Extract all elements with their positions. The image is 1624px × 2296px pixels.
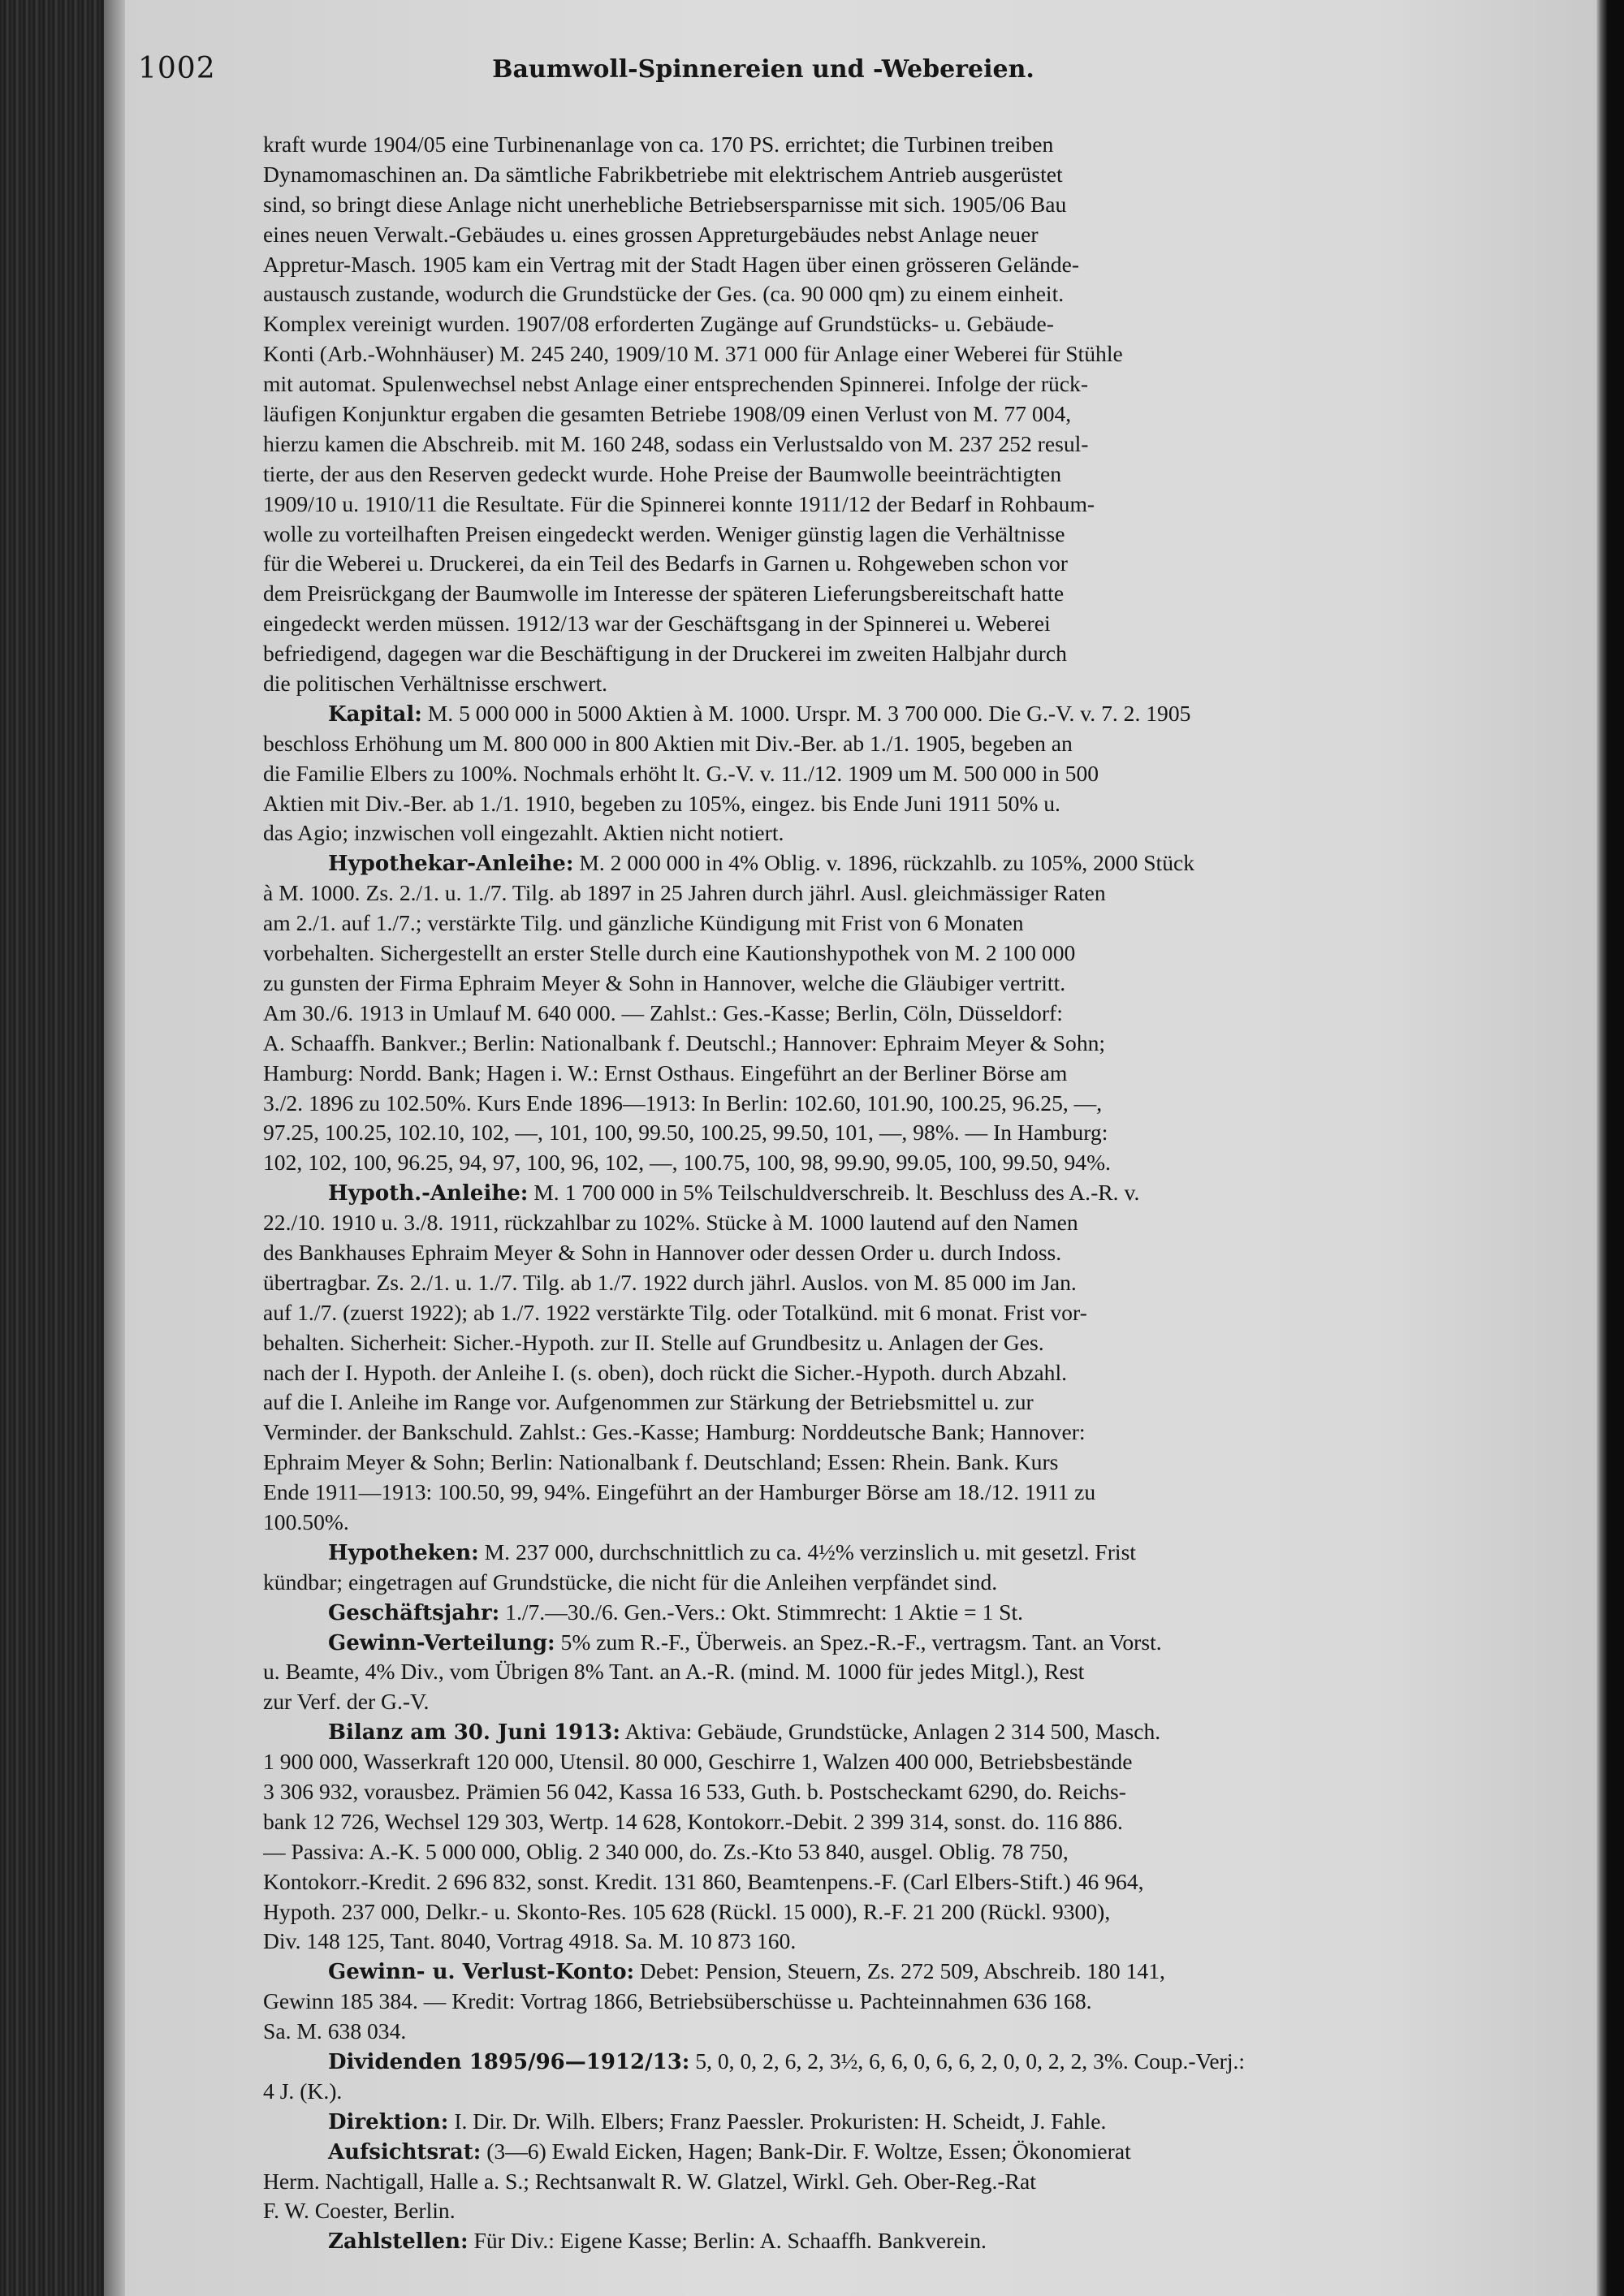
line-text: nach der I. Hypoth. der Anleihe I. (s. oben), doch rückt die Sicher.-Hypoth. durch Abzahl.	[263, 1359, 1068, 1385]
line-text: für die Weberei u. Druckerei, da ein Teil des Bedarfs in Garnen u. Rohgeweben schon vor	[263, 550, 1068, 576]
line-text: eingedeckt werden müssen. 1912/13 war der Geschäftsgang in der Spinnerei u. Weberei	[263, 611, 1051, 637]
line-text: hierzu kamen die Abschreib. mit M. 160 248, sodass ein Verlustsaldo von M. 237 252 resul-	[263, 430, 1089, 456]
text-line	[263, 1148, 1562, 1178]
line-text: M. 2 000 000 in 4% Oblig. v. 1896, rückzahlb. zu 105%, 2000 Stück	[573, 850, 1195, 876]
text-line	[263, 1358, 1562, 1388]
text-line	[263, 250, 1562, 280]
text-line	[263, 2047, 1562, 2077]
line-text: Aktiva: Gebäude, Grundstücke, Anlagen 2 314 500, Masch.	[620, 1719, 1161, 1745]
line-text: (3—6) Ewald Eicken, Hagen; Bank-Dir. F. Woltze, Essen; Ökonomierat	[481, 2138, 1131, 2164]
text-line	[263, 279, 1562, 309]
line-text: Div. 148 125, Tant. 8040, Vortrag 4918. Sa. M. 10 873 160.	[263, 1928, 797, 1954]
page-gutter-shadow	[104, 0, 125, 2296]
text-line	[263, 460, 1562, 490]
line-text: auf 1./7. (zuerst 1922); ab 1./7. 1922 verstärkte Tilg. oder Totalkünd. mit 6 monat. Frist vor-	[263, 1299, 1087, 1325]
text-line	[263, 1178, 1562, 1208]
text-line	[263, 1298, 1562, 1328]
text-line	[263, 1478, 1562, 1508]
line-text: 4 J. (K.).	[263, 2078, 343, 2104]
line-text: die politischen Verhältnisse erschwert.	[263, 671, 608, 697]
text-line	[263, 339, 1562, 369]
text-line	[263, 999, 1562, 1029]
running-title: Baumwoll-Spinnereien und -Webereien.	[492, 55, 1034, 84]
text-line	[263, 2137, 1562, 2167]
text-line	[263, 369, 1562, 399]
line-text: à M. 1000. Zs. 2./1. u. 1./7. Tilg. ab 1897 in 25 Jahren durch jährl. Ausl. gleichmässiger Raten	[263, 880, 1106, 906]
text-line	[263, 1657, 1562, 1687]
text-line	[263, 2077, 1562, 2107]
text-line	[263, 878, 1562, 908]
line-text: übertragbar. Zs. 2./1. u. 1./7. Tilg. ab 1./7. 1922 durch jährl. Auslos. von M. 85 000 im Jan.	[263, 1269, 1077, 1295]
line-text: u. Beamte, 4% Div., vom Übrigen 8% Tant. an A.-R. (mind. M. 1000 für jedes Mitgl.), Rest	[263, 1659, 1085, 1685]
text-line	[263, 908, 1562, 939]
line-text: A. Schaaffh. Bankver.; Berlin: Nationalbank f. Deutschl.; Hannover: Ephraim Meyer & Sohn;	[263, 1029, 1106, 1055]
text-line	[263, 639, 1562, 669]
text-line	[263, 1328, 1562, 1358]
line-text: Kontokorr.-Kredit. 2 696 832, sonst. Kredit. 131 860, Beamtenpens.-F. (Carl Elbers-Stift.) 46 964,	[263, 1868, 1144, 1894]
text-line	[263, 1238, 1562, 1268]
text-line	[263, 1508, 1562, 1538]
text-line	[263, 1747, 1562, 1777]
text-line	[263, 1628, 1562, 1658]
line-text: I. Dir. Dr. Wilh. Elbers; Franz Paessler. Prokuristen: H. Scheidt, J. Fahle.	[448, 2108, 1107, 2134]
line-text: wolle zu vorteilhaften Preisen eingedeckt werden. Weniger günstig lagen die Verhältnisse	[263, 520, 1065, 546]
line-text: kraft wurde 1904/05 eine Turbinenanlage von ca. 170 PS. errichtet; die Turbinen treiben	[263, 132, 1054, 157]
text-line	[263, 579, 1562, 609]
line-text: sind, so bringt diese Anlage nicht unerhebliche Betriebsersparnisse mit sich. 1905/06 Bau	[263, 191, 1067, 217]
line-text: die Familie Elbers zu 100%. Nochmals erhöht lt. G.-V. v. 11./12. 1909 um M. 500 000 in 500	[263, 760, 1099, 786]
text-line	[263, 1089, 1562, 1119]
line-text: Konti (Arb.-Wohnhäuser) M. 245 240, 1909/10 M. 371 000 für Anlage einer Weberei für Stühle	[263, 341, 1123, 367]
line-text: läufigen Konjunktur ergaben die gesamten Betriebe 1908/09 einen Verlust von M. 77 004,	[263, 401, 1072, 427]
line-text: 102, 102, 100, 96.25, 94, 97, 100, 96, 102, —, 100.75, 100, 98, 99.90, 99.05, 100, 99.50, 94%.	[263, 1150, 1111, 1176]
line-text: bank 12 726, Wechsel 129 303, Wertp. 14 628, Kontokorr.-Debit. 2 399 314, sonst. do. 116 886.	[263, 1808, 1123, 1834]
line-text: Hamburg: Nordd. Bank; Hagen i. W.: Ernst Osthaus. Eingeführt an der Berliner Börse am	[263, 1060, 1068, 1085]
line-text: 3 306 932, vorausbez. Prämien 56 042, Kassa 16 533, Guth. b. Postscheckamt 6290, do. Reichs-	[263, 1778, 1126, 1804]
text-line	[263, 520, 1562, 550]
section-heading: Zahlstellen:	[328, 2229, 469, 2255]
line-text: Ephraim Meyer & Sohn; Berlin: Nationalbank f. Deutschland; Essen: Rhein. Bank. Kurs	[263, 1449, 1059, 1475]
text-line	[263, 789, 1562, 819]
line-text: 100.50%.	[263, 1508, 349, 1534]
section-heading: Kapital:	[328, 701, 422, 727]
line-text: 97.25, 100.25, 102.10, 102, —, 101, 100, 99.50, 100.25, 99.50, 101, —, 98%. — In Hamburg:	[263, 1120, 1108, 1146]
text-line	[263, 1538, 1562, 1568]
text-line	[263, 1927, 1562, 1957]
text-line	[263, 2196, 1562, 2226]
text-line	[263, 848, 1562, 878]
section-heading: Geschäftsjahr:	[328, 1600, 500, 1625]
line-text: behalten. Sicherheit: Sicher.-Hypoth. zur II. Stelle auf Grundbesitz u. Anlagen der Ges.	[263, 1329, 1044, 1355]
line-text: M. 5 000 000 in 5000 Aktien à M. 1000. Urspr. M. 3 700 000. Die G.-V. v. 7. 2. 1905	[421, 700, 1191, 726]
text-line	[263, 429, 1562, 460]
text-line	[263, 490, 1562, 520]
section-heading: Hypothekar-Anleihe:	[328, 852, 574, 877]
line-text: vorbehalten. Sichergestellt an erster Stelle durch eine Kautionshypothek von M. 2 100 000	[263, 940, 1076, 966]
line-text: Sa. M. 638 034.	[263, 2018, 407, 2044]
section-heading: Bilanz am 30. Juni 1913:	[328, 1720, 620, 1746]
line-text: 1./7.—30./6. Gen.-Vers.: Okt. Stimmrecht: 1 Aktie = 1 St.	[499, 1599, 1024, 1625]
book-binding	[0, 0, 104, 2296]
line-text: dem Preisrückgang der Baumwolle im Interesse der späteren Lieferungsbereitschaft hatte	[263, 580, 1065, 606]
text-line	[263, 729, 1562, 759]
line-text: 1909/10 u. 1910/11 die Resultate. Für die Spinnerei konnte 1911/12 der Bedarf in Rohbaum-	[263, 490, 1095, 516]
line-text: tierte, der aus den Reserven gedeckt wurde. Hohe Preise der Baumwolle beeinträchtigten	[263, 460, 1062, 486]
section-heading: Gewinn-Verteilung:	[328, 1630, 555, 1655]
line-text: Verminder. der Bankschuld. Zahlst.: Ges.-Kasse; Hamburg: Norddeutsche Bank; Hannover:	[263, 1419, 1086, 1445]
text-line	[263, 1687, 1562, 1717]
line-text: Am 30./6. 1913 in Umlauf M. 640 000. — Zahlst.: Ges.-Kasse; Berlin, Cöln, Düsseldorf:	[263, 999, 1063, 1025]
text-line	[263, 1598, 1562, 1628]
text-line	[263, 699, 1562, 729]
line-text: Debet: Pension, Steuern, Zs. 272 509, Abschreib. 180 141,	[634, 1958, 1165, 1984]
line-text: Für Div.: Eigene Kasse; Berlin: A. Schaaffh. Bankverein.	[468, 2228, 987, 2254]
line-text: des Bankhauses Ephraim Meyer & Sohn in Hannover oder dessen Order u. durch Indoss.	[263, 1239, 1062, 1265]
text-line	[263, 1987, 1562, 2017]
text-line	[263, 1418, 1562, 1448]
text-line	[263, 399, 1562, 429]
page-right-edge	[1596, 0, 1624, 2296]
line-text: das Agio; inzwischen voll eingezahlt. Aktien nicht notiert.	[263, 820, 784, 846]
text-line	[263, 2017, 1562, 2047]
line-text: Komplex vereinigt wurden. 1907/08 erforderten Zugänge auf Grundstücks- u. Gebäude-	[263, 311, 1054, 337]
text-line	[263, 549, 1562, 579]
line-text: Hypoth. 237 000, Delkr.- u. Skonto-Res. 105 628 (Rückl. 15 000), R.-F. 21 200 (Rückl. 9300),	[263, 1898, 1111, 1924]
page-number: 1002	[138, 52, 216, 85]
section-heading: Gewinn- u. Verlust-Konto:	[328, 1960, 635, 1985]
section-heading: Hypoth.-Anleihe:	[328, 1181, 529, 1206]
line-text: M. 1 700 000 in 5% Teilschuldverschreib. lt. Beschluss des A.-R. v.	[528, 1180, 1140, 1206]
text-line	[263, 1867, 1562, 1897]
text-line	[263, 309, 1562, 339]
line-text: — Passiva: A.-K. 5 000 000, Oblig. 2 340 000, do. Zs.-Kto 53 840, ausgel. Oblig. 78 750,	[263, 1838, 1069, 1864]
text-line	[263, 1807, 1562, 1837]
text-line	[263, 2167, 1562, 2197]
line-text: F. W. Coester, Berlin.	[263, 2198, 456, 2224]
line-text: zur Verf. der G.-V.	[263, 1689, 430, 1715]
line-text: befriedigend, dagegen war die Beschäftigung in der Druckerei im zweiten Halbjahr durch	[263, 641, 1067, 667]
line-text: 5, 0, 0, 2, 6, 2, 3½, 6, 6, 0, 6, 6, 2, 0, 0, 2, 2, 3%. Coup.-Verj.:	[689, 2048, 1246, 2074]
text-line	[263, 1059, 1562, 1089]
text-line	[263, 1957, 1562, 1987]
text-line	[263, 969, 1562, 999]
text-line	[263, 1118, 1562, 1148]
line-text: eines neuen Verwalt.-Gebäudes u. eines grossen Appreturgebäudes nebst Anlage neuer	[263, 221, 1039, 247]
line-text: Ende 1911—1913: 100.50, 99, 94%. Eingeführt an der Hamburger Börse am 18./12. 1911 zu	[263, 1479, 1096, 1505]
line-text: 3./2. 1896 zu 102.50%. Kurs Ende 1896—1913: In Berlin: 102.60, 101.90, 100.25, 96.25, —,	[263, 1090, 1103, 1116]
text-line	[263, 1208, 1562, 1238]
text-line	[263, 818, 1562, 848]
line-text: Dynamomaschinen an. Da sämtliche Fabrikbetriebe mit elektrischem Antrieb ausgerüstet	[263, 161, 1063, 187]
text-line	[263, 1448, 1562, 1478]
line-text: Aktien mit Div.-Ber. ab 1./1. 1910, begeben zu 105%, eingez. bis Ende Juni 1911 50% u.	[263, 790, 1060, 816]
line-text: mit automat. Spulenwechsel nebst Anlage einer entsprechenden Spinnerei. Infolge der rück-	[263, 371, 1089, 397]
line-text: auf die I. Anleihe im Range vor. Aufgenommen zur Stärkung der Betriebsmittel u. zur	[263, 1389, 1034, 1415]
line-text: kündbar; eingetragen auf Grundstücke, die nicht für die Anleihen verpfändet sind.	[263, 1569, 998, 1595]
line-text: Herm. Nachtigall, Halle a. S.; Rechtsanwalt R. W. Glatzel, Wirkl. Geh. Ober-Reg.-Rat	[263, 2168, 1036, 2194]
text-line	[263, 2107, 1562, 2137]
text-line	[263, 1837, 1562, 1867]
line-text: zu gunsten der Firma Ephraim Meyer & Sohn in Hannover, welche die Gläubiger vertritt.	[263, 969, 1066, 995]
text-line	[263, 609, 1562, 639]
section-heading: Hypotheken:	[328, 1540, 479, 1565]
text-line	[263, 1717, 1562, 1747]
text-line	[263, 1268, 1562, 1298]
line-text: am 2./1. auf 1./7.; verstärkte Tilg. und gänzliche Kündigung mit Frist von 6 Monaten	[263, 910, 1024, 936]
text-line	[263, 759, 1562, 789]
text-line	[263, 190, 1562, 220]
text-line	[263, 220, 1562, 250]
line-text: austausch zustande, wodurch die Grundstücke der Ges. (ca. 90 000 qm) zu einem einheit.	[263, 281, 1065, 307]
line-text: beschloss Erhöhung um M. 800 000 in 800 Aktien mit Div.-Ber. ab 1./1. 1905, begeben an	[263, 730, 1073, 756]
document-body	[263, 130, 1562, 2256]
text-line	[263, 1029, 1562, 1059]
text-line	[263, 1777, 1562, 1807]
section-heading: Direktion:	[328, 2109, 449, 2134]
line-text: M. 237 000, durchschnittlich zu ca. 4½% verzinslich u. mit gesetzl. Frist	[478, 1539, 1136, 1564]
line-text: 5% zum R.-F., Überweis. an Spez.-R.-F., vertragsm. Tant. an Vorst.	[555, 1629, 1162, 1655]
text-line	[263, 939, 1562, 969]
text-line	[263, 1568, 1562, 1598]
text-line	[263, 669, 1562, 699]
line-text: Gewinn 185 384. — Kredit: Vortrag 1866, Betriebsüberschüsse u. Pachteinnahmen 636 168.	[263, 1988, 1092, 2014]
line-text: 1 900 000, Wasserkraft 120 000, Utensil. 80 000, Geschirre 1, Walzen 400 000, Betriebsbestände	[263, 1749, 1133, 1775]
line-text: 22./10. 1910 u. 3./8. 1911, rückzahlbar zu 102%. Stücke à M. 1000 lautend auf den Namen	[263, 1210, 1078, 1236]
text-line	[263, 160, 1562, 190]
section-heading: Dividenden 1895/96—1912/13:	[328, 2050, 690, 2074]
text-line	[263, 130, 1562, 160]
text-line	[263, 1388, 1562, 1418]
page-header	[138, 52, 1462, 96]
text-line	[263, 1897, 1562, 1927]
text-line	[263, 2226, 1562, 2256]
section-heading: Aufsichtsrat:	[328, 2139, 482, 2164]
line-text: Appretur-Masch. 1905 kam ein Vertrag mit der Stadt Hagen über einen grösseren Gelände-	[263, 251, 1080, 277]
